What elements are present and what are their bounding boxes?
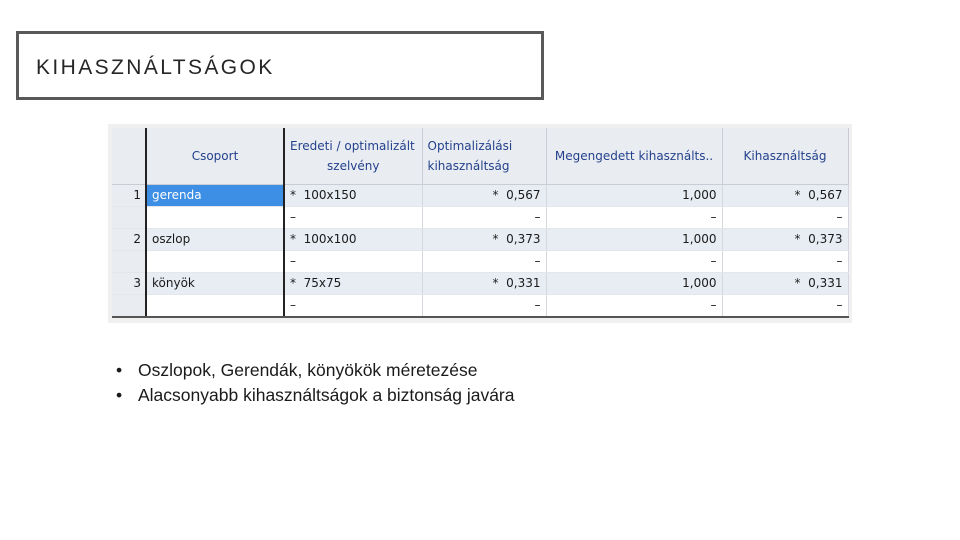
dash-cell[interactable]: –	[422, 206, 546, 228]
dash-cell[interactable]: –	[722, 206, 848, 228]
table-row[interactable]	[112, 272, 848, 294]
column-header-group[interactable]: Csoport	[146, 128, 284, 184]
row-number: 2	[112, 228, 146, 250]
dash-cell[interactable]: –	[422, 294, 546, 317]
row-number: 1	[112, 184, 146, 206]
allowed-utilization-cell[interactable]: 1,000	[546, 228, 722, 250]
row-number-empty	[112, 206, 146, 228]
bullet-item	[116, 383, 514, 408]
row-number-empty	[112, 294, 146, 317]
utilization-table	[112, 128, 849, 318]
dash-cell[interactable]: –	[422, 250, 546, 272]
section-cell[interactable]: * 100x150	[284, 184, 422, 206]
title-box	[16, 31, 544, 100]
utilization-cell[interactable]: * 0,567	[722, 184, 848, 206]
bullet-item	[116, 358, 514, 383]
dash-cell[interactable]: –	[722, 294, 848, 317]
section-cell[interactable]: * 100x100	[284, 228, 422, 250]
column-header-allowed-utilization[interactable]: Megengedett kihasználts..	[546, 128, 722, 184]
bullet-marker: •	[116, 360, 123, 380]
group-cell-empty[interactable]	[146, 294, 284, 317]
utilization-cell[interactable]: * 0,331	[722, 272, 848, 294]
dash-cell[interactable]: –	[546, 250, 722, 272]
group-cell[interactable]: oszlop	[146, 228, 284, 250]
table-row[interactable]	[112, 184, 848, 206]
group-cell-empty[interactable]	[146, 206, 284, 228]
bullet-text: Alacsonyabb kihasználtságok a biztonság javára	[138, 385, 515, 405]
dash-cell[interactable]: –	[722, 250, 848, 272]
row-number-header	[112, 128, 146, 184]
table-row-detail[interactable]	[112, 206, 848, 228]
dash-cell[interactable]: –	[284, 250, 422, 272]
column-header-section[interactable]: Eredeti / optimalizált szelvény	[284, 128, 422, 184]
column-header-optimization-utilization[interactable]: Optimalizálási kihasználtság	[422, 128, 546, 184]
slide-title: KIHASZNÁLTSÁGOK	[36, 56, 275, 79]
table-row-detail[interactable]	[112, 294, 848, 317]
dash-cell[interactable]: –	[284, 206, 422, 228]
bullet-text: Oszlopok, Gerendák, könyökök méretezése	[138, 360, 478, 380]
optimization-utilization-cell[interactable]: * 0,373	[422, 228, 546, 250]
utilization-cell[interactable]: * 0,373	[722, 228, 848, 250]
row-number: 3	[112, 272, 146, 294]
column-header-utilization[interactable]: Kihasználtság	[722, 128, 848, 184]
optimization-utilization-cell[interactable]: * 0,567	[422, 184, 546, 206]
group-cell[interactable]: gerenda	[146, 184, 284, 206]
dash-cell[interactable]: –	[546, 294, 722, 317]
allowed-utilization-cell[interactable]: 1,000	[546, 184, 722, 206]
results-table-screenshot	[108, 124, 852, 323]
bullet-marker: •	[116, 385, 123, 405]
allowed-utilization-cell[interactable]: 1,000	[546, 272, 722, 294]
row-number-empty	[112, 250, 146, 272]
section-cell[interactable]: * 75x75	[284, 272, 422, 294]
dash-cell[interactable]: –	[546, 206, 722, 228]
table-row-detail[interactable]	[112, 250, 848, 272]
dash-cell[interactable]: –	[284, 294, 422, 317]
group-cell-empty[interactable]	[146, 250, 284, 272]
table-row[interactable]	[112, 228, 848, 250]
optimization-utilization-cell[interactable]: * 0,331	[422, 272, 546, 294]
group-cell[interactable]: könyök	[146, 272, 284, 294]
bullet-list	[116, 358, 514, 408]
